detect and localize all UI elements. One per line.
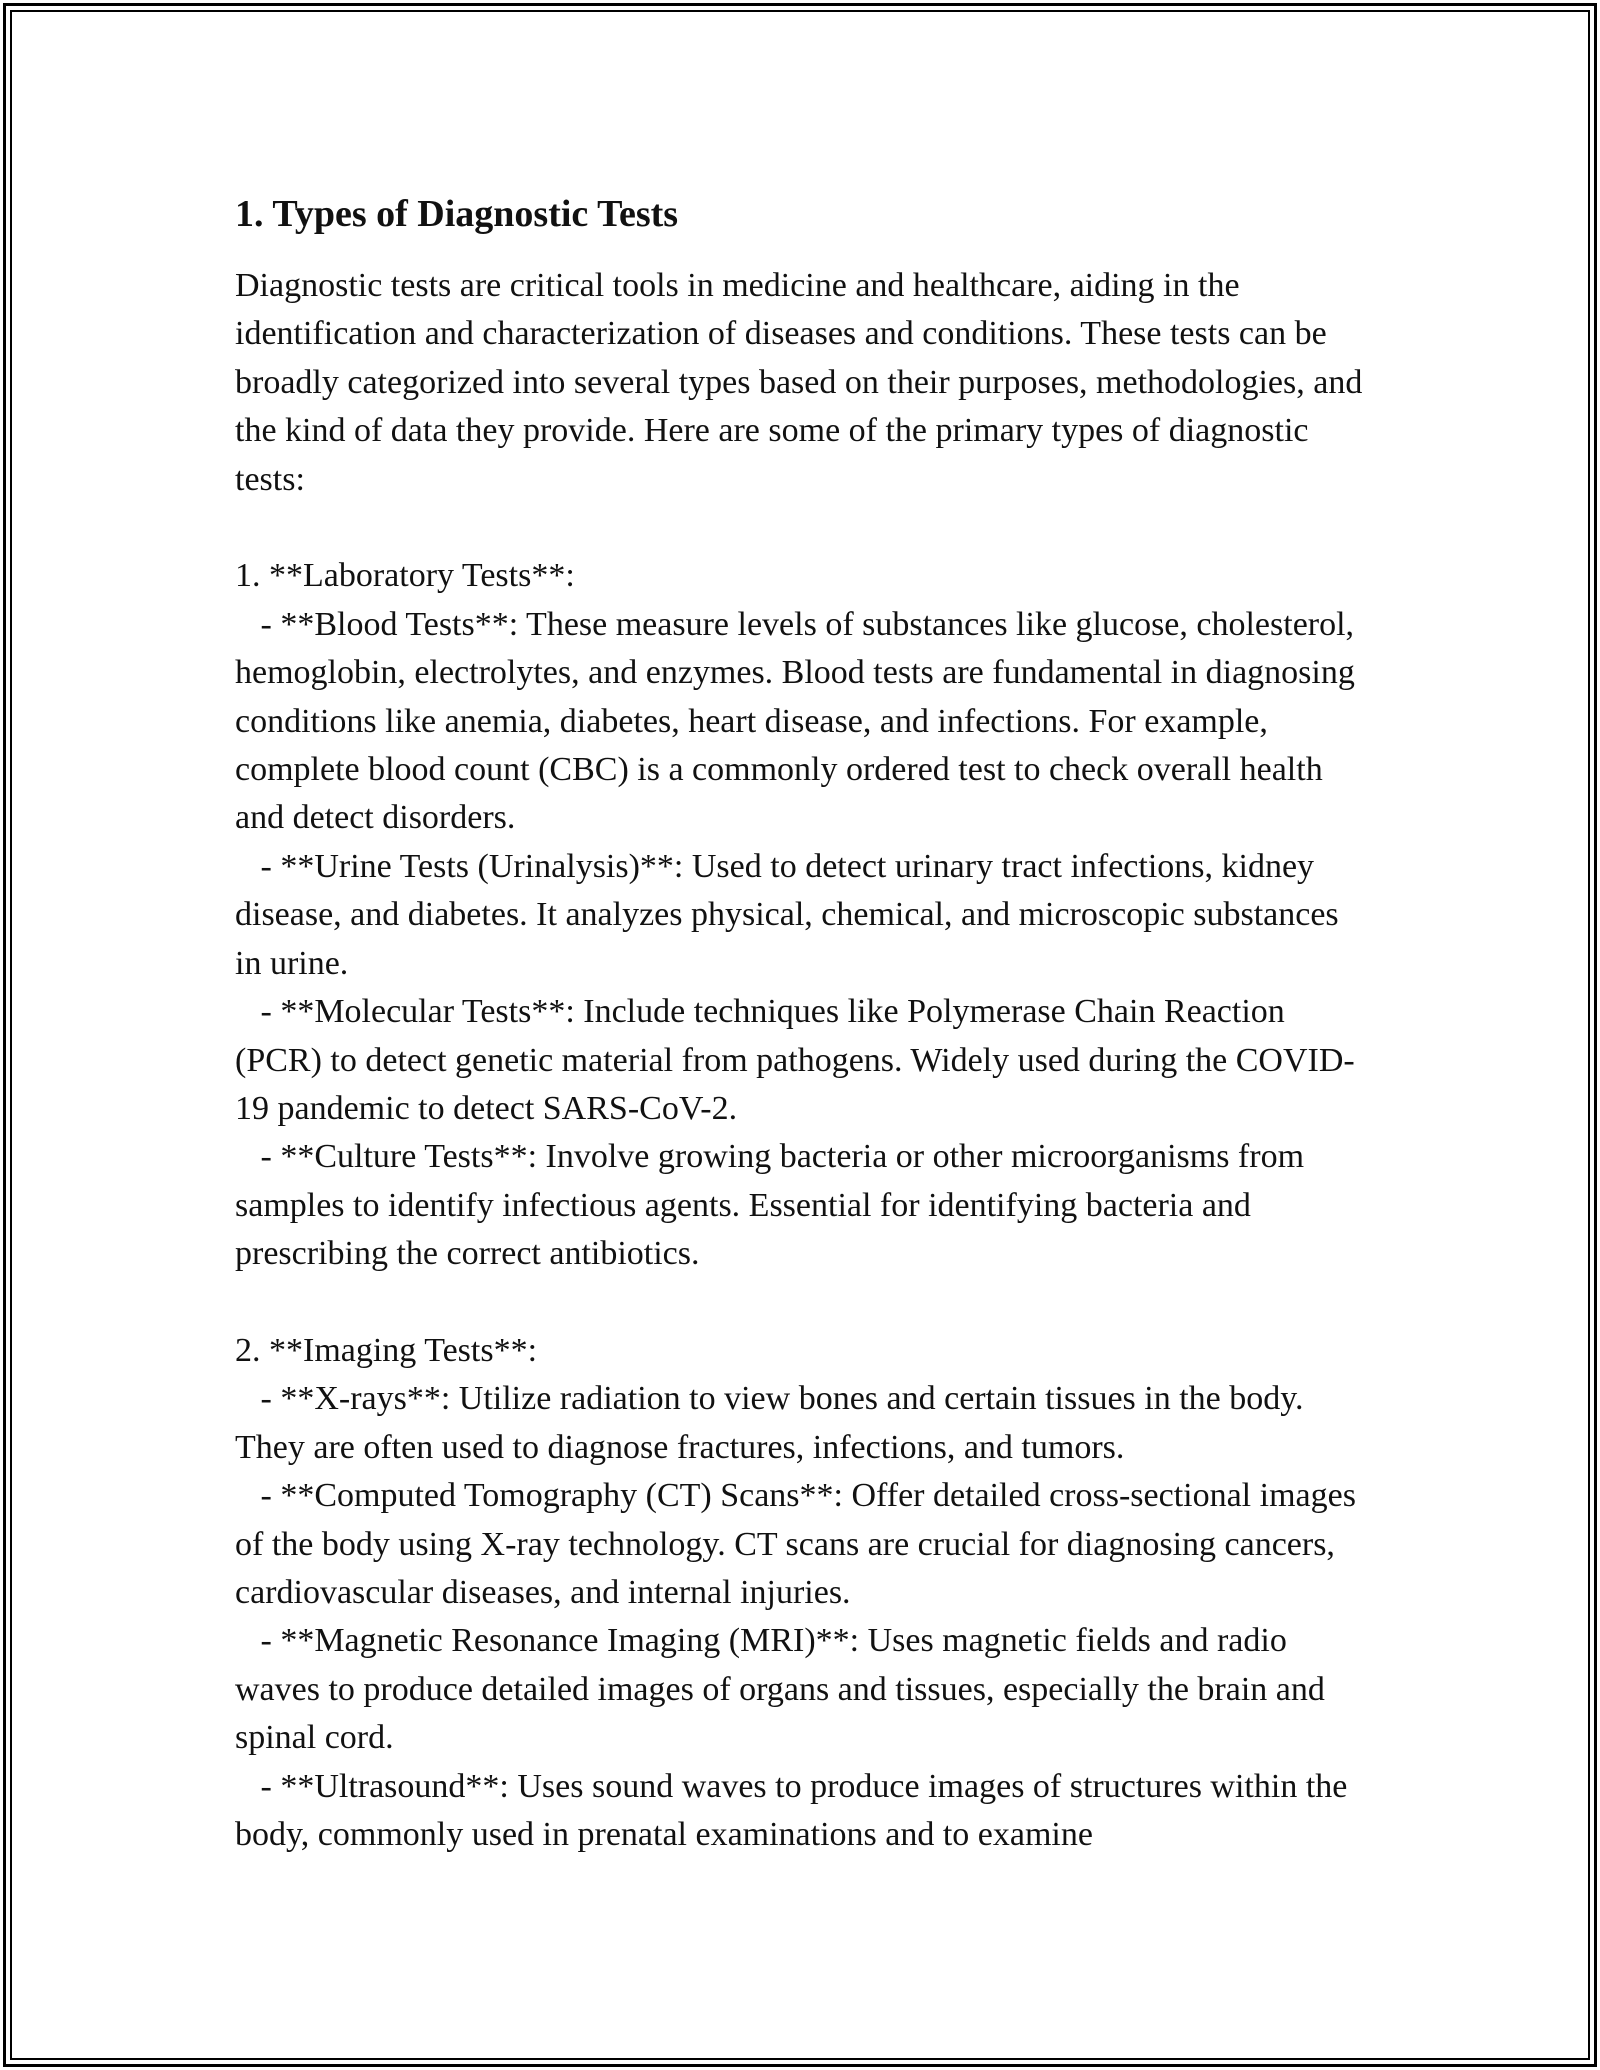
document-content (235, 188, 1365, 1859)
section-heading: 1. Types of Diagnostic Tests (235, 193, 679, 235)
body-text: Diagnostic tests are critical tools in medicine and healthcare, aiding in the identification and characterization of diseases and conditions. These tests can be broadly categorized into several types based on their purposes, methodologies, and the kind of data they provide. Here are some of the primary types of diagnostic tests: 1. **Laboratory Tests**: - **Blood Tests**: These measure levels of substances like glucose, cholesterol, hemoglobin, electrolytes, and enzymes. Blood tests are fundamental in diagnosing conditions like anemia, diabetes, heart disease, and infections. For example, complete blood count (CBC) is a commonly ordered test to check overall health and detect disorders. - **Urine Tests (Urinalysis)**: Used to detect urinary tract infections, kidney disease, and diabetes. It analyzes physical, chemical, and microscopic substances in urine. - **Molecular Tests**: Include techniques like Polymerase Chain Reaction (PCR) to detect genetic material from pathogens. Widely used during the COVID-19 pandemic to detect SARS-CoV-2. - **Culture Tests**: Involve growing bacteria or other microorganisms from samples to identify infectious agents. Essential for identifying bacteria and prescribing the correct antibiotics. 2. **Imaging Tests**: - **X-rays**: Utilize radiation to view bones and certain tissues in the body. They are often used to diagnose fractures, infections, and tumors. - **Computed Tomography (CT) Scans**: Offer detailed cross-sectional images of the body using X-ray technology. CT scans are crucial for diagnosing cancers, cardiovascular diseases, and internal injuries. - **Magnetic Resonance Imaging (MRI)**: Uses magnetic fields and radio waves to produce detailed images of organs and tissues, especially the brain and spinal cord. - **Ultrasound**: Uses sound waves to produce images of structures within the body, commonly used in prenatal examinations and to examine (235, 267, 1363, 1853)
